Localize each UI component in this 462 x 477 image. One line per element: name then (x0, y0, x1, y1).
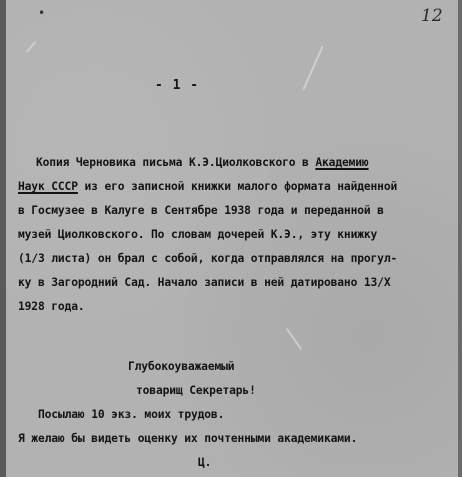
letter-line-2: Я желаю бы видеть оценку их почтенными академиками. (18, 432, 358, 445)
letter-signature: Ц. (198, 456, 212, 469)
scan-edge-left (0, 0, 6, 477)
body-line-5: (1/3 листа) он брал с собой, когда отправлялся на прогул- (18, 252, 398, 265)
page-number: - 1 - (155, 78, 200, 93)
body-line-2-underlined: Наук СССР (18, 180, 78, 193)
scan-edge-right (458, 0, 462, 477)
body-line-4: музей Циолковского. По словам дочерей К.Э., эту книжку (18, 228, 378, 241)
body-line-1 (36, 156, 369, 169)
scan-scratch (302, 46, 323, 91)
body-line-1-text: Копия Черновика письма К.Э.Циолковского в (36, 156, 316, 169)
letter-greeting-1: Глубокоуважаемый (128, 360, 235, 373)
scan-scratch (286, 328, 303, 350)
letter-greeting-2: товарищ Секретарь! (136, 384, 256, 397)
archive-number: 12 (421, 6, 443, 26)
body-line-6: ку в Загородний Сад. Начало записи в ней датировано 13/X (18, 276, 391, 289)
body-line-2 (18, 180, 397, 193)
body-line-7: 1928 года. (18, 300, 85, 313)
top-mark: • (38, 6, 46, 20)
body-line-1-underlined: Академию (315, 156, 369, 169)
letter-line-1: Посылаю 10 экз. моих трудов. (38, 408, 225, 421)
body-line-3: в Госмузее в Калуге в Сентябре 1938 года и переданной в (18, 204, 384, 217)
scan-scratch (26, 41, 37, 53)
body-line-2-text: из его записной книжки малого формата найденной (77, 180, 398, 193)
